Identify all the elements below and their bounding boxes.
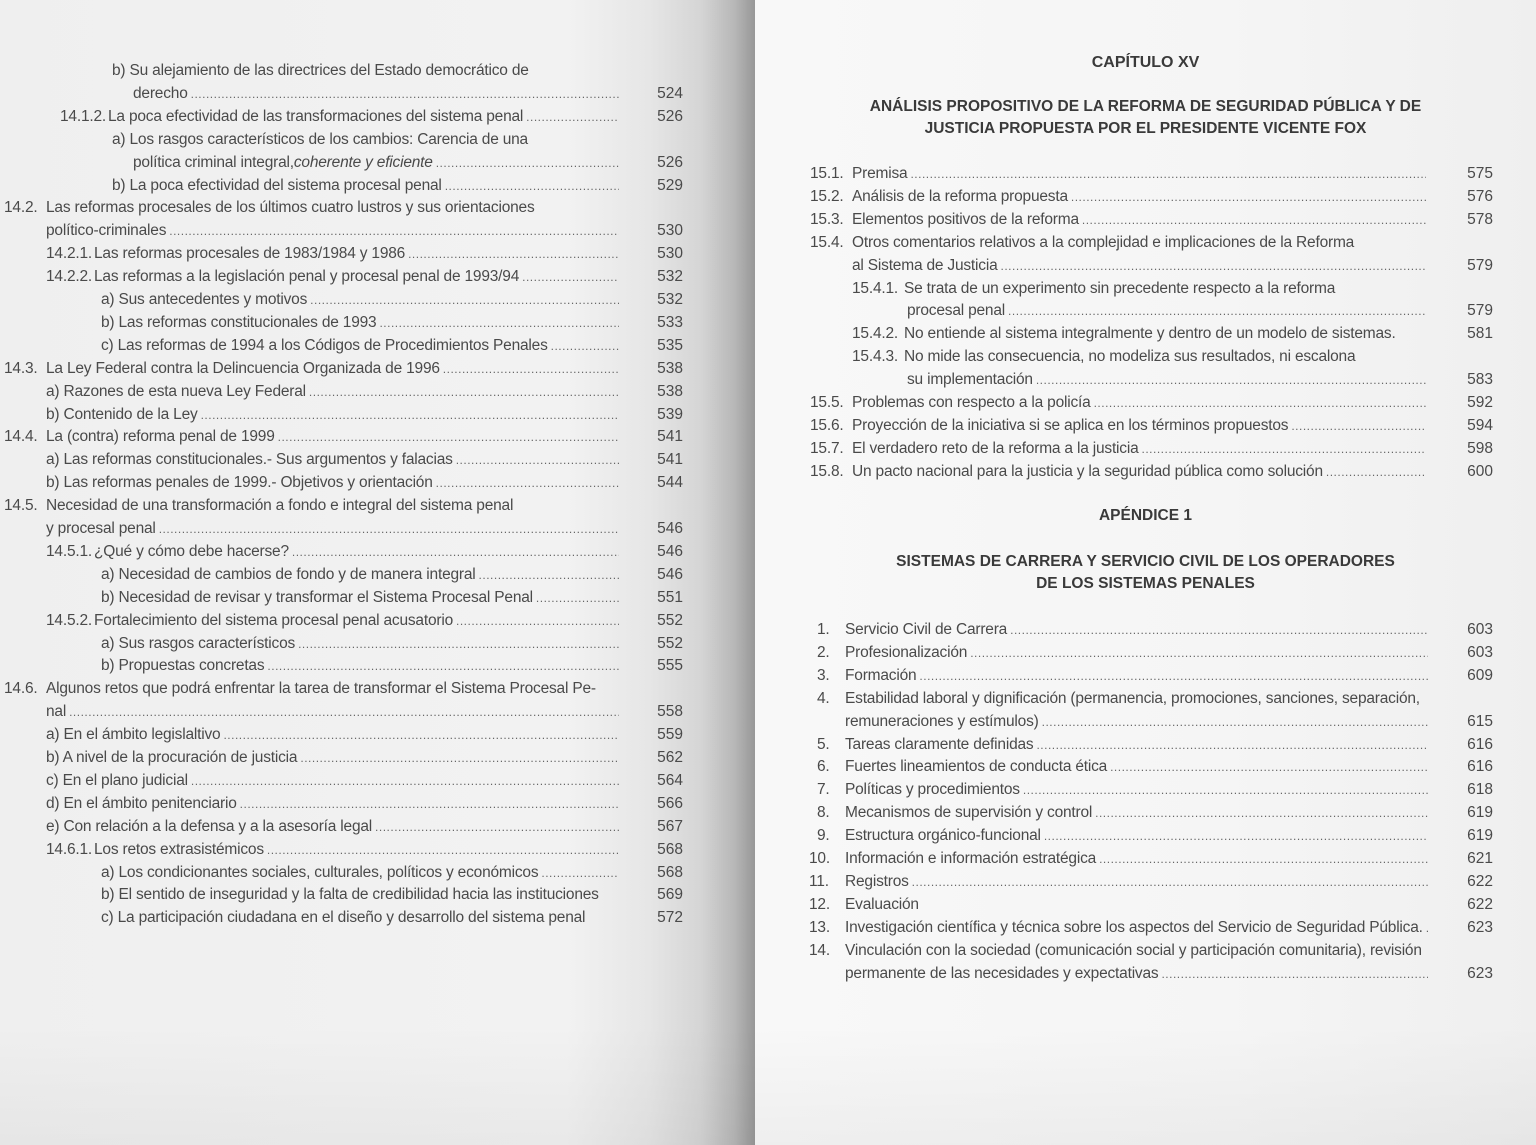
leader-dots <box>445 175 619 197</box>
toc-entry <box>46 839 622 861</box>
page-number: 552 <box>657 634 683 652</box>
entry-title: a) Necesidad de cambios de fondo y de manera integral <box>101 565 476 583</box>
toc-entry <box>817 619 1431 641</box>
leader-dots <box>278 426 619 448</box>
entry-title: a) En el ámbito legislaltivo <box>46 726 221 744</box>
entry-title: Otros comentarios relativos a la complejidad e implicaciones de la Reforma <box>852 233 1355 251</box>
entry-title: Las reformas procesales de los últimos cuatro lustros y sus orientaciones <box>46 199 535 217</box>
leader-dots <box>436 152 619 174</box>
leader-dots <box>1036 369 1426 391</box>
toc-entry <box>133 152 622 174</box>
leader-dots <box>1161 963 1428 985</box>
toc-entry <box>810 186 1429 208</box>
entry-number: 14.1.2. <box>60 107 107 125</box>
leader-dots <box>159 518 619 540</box>
page-number: 533 <box>657 313 683 331</box>
leader-dots <box>1071 186 1426 208</box>
entry-title: El verdadero reto de la reforma a la justicia <box>852 439 1139 457</box>
leader-dots <box>1010 619 1428 641</box>
leader-dots <box>408 243 619 265</box>
page-number: 530 <box>657 245 683 263</box>
entry-number: 14.5.1. <box>46 542 93 560</box>
leader-dots <box>541 862 619 884</box>
toc-entry <box>46 243 622 265</box>
entry-number: 3. <box>817 666 830 684</box>
appendix-title-line-2: DE LOS SISTEMAS PENALES <box>1036 575 1255 592</box>
entry-title: b) Propuestas concretas <box>101 657 265 675</box>
entry-number: 14.6.1. <box>46 840 93 858</box>
toc-entry <box>4 495 700 517</box>
entry-title: Las reformas procesales de 1983/1984 y 1986 <box>94 245 406 263</box>
toc-entry <box>46 747 622 769</box>
page-number: 583 <box>1467 371 1493 389</box>
page-number: 598 <box>1467 439 1493 457</box>
leader-dots <box>169 220 619 242</box>
entry-number: 12. <box>809 895 830 913</box>
entry-title: b) Su alejamiento de las directrices del Estado democrático de <box>112 62 529 79</box>
entry-title: La Ley Federal contra la Delincuencia Organizada de 1996 <box>46 359 440 377</box>
leader-dots <box>1099 848 1428 870</box>
entry-title: b) Contenido de la Ley <box>46 405 198 423</box>
toc-entry <box>46 793 622 815</box>
page-number: 541 <box>657 428 683 446</box>
leader-dots <box>1008 300 1426 322</box>
leader-dots <box>526 106 619 128</box>
leader-dots <box>379 312 619 334</box>
page-number: 552 <box>657 611 683 629</box>
entry-title: Políticas y procedimientos <box>845 781 1020 799</box>
toc-entry <box>101 907 622 929</box>
leader-dots <box>1001 255 1427 277</box>
toc-entry <box>133 83 622 105</box>
page-number: 616 <box>1467 758 1493 776</box>
toc-entry <box>101 655 622 677</box>
entry-title: Se trata de un experimento sin precedente respecto a la reforma <box>904 279 1336 297</box>
toc-entry <box>852 278 1475 300</box>
page-number: 616 <box>1467 735 1493 753</box>
entry-title: y procesal penal <box>46 520 156 537</box>
page-number: 559 <box>657 726 683 744</box>
entry-number: 2. <box>817 643 830 661</box>
entry-title: a) Los rasgos característicos de los cambios: Carencia de una <box>112 130 528 148</box>
entry-number: 8. <box>817 804 830 822</box>
entry-number: 14. <box>809 941 830 959</box>
toc-entry <box>809 848 1431 870</box>
toc-entry <box>101 335 622 357</box>
entry-title: política criminal integral, <box>133 153 294 171</box>
toc-entry <box>46 381 622 403</box>
leader-dots <box>1095 802 1428 824</box>
leader-dots <box>1082 209 1426 231</box>
page-number: 594 <box>1467 416 1493 434</box>
page-shading <box>755 1025 1536 1145</box>
toc-entry <box>101 312 622 334</box>
entry-title: Servicio Civil de Carrera <box>845 621 1008 638</box>
appendix-label: APÉNDICE 1 <box>1098 507 1193 524</box>
entry-title: nal <box>46 703 67 721</box>
entry-number: 15.3. <box>810 210 844 228</box>
leader-dots <box>1036 734 1428 756</box>
leader-dots <box>310 289 619 311</box>
entry-title: b) Necesidad de revisar y transformar el Sistema Procesal Penal <box>101 588 533 606</box>
entry-title: La (contra) reforma penal de 1999 <box>46 428 275 446</box>
toc-entry <box>101 289 622 311</box>
leader-dots <box>1326 461 1426 483</box>
page-number: 538 <box>657 382 683 400</box>
toc-entry <box>809 917 1431 939</box>
toc-entry <box>809 940 1495 962</box>
entry-title: Profesionalización <box>845 643 968 661</box>
toc-entry <box>817 756 1431 778</box>
page-number: 526 <box>657 107 683 125</box>
entry-number: 15.1. <box>810 165 844 182</box>
entry-title: a) Sus antecedentes y motivos <box>101 291 308 308</box>
toc-entry <box>4 197 700 219</box>
entry-number: 4. <box>817 689 830 707</box>
entry-title: No mide las consecuencia, no modeliza sus resultados, ni escalona <box>904 348 1356 366</box>
entry-title: b) Las reformas constitucionales de 1993 <box>101 313 377 331</box>
toc-entry <box>46 610 622 632</box>
entry-title: Información e información estratégica <box>845 850 1097 867</box>
entry-title: Las reformas a la legislación penal y procesal penal de 1993/94 <box>94 268 520 286</box>
entry-title: Estructura orgánico-funcional <box>845 827 1041 845</box>
leader-dots <box>201 404 619 426</box>
entry-number: 10. <box>809 850 830 867</box>
entry-title: Análisis de la reforma propuesta <box>852 187 1068 205</box>
entry-title: a) Sus rasgos característicos <box>101 634 296 652</box>
leader-dots <box>1023 779 1428 801</box>
entry-title-italic: coherente y eficiente <box>293 153 433 171</box>
entry-title: Evaluación <box>845 895 919 913</box>
toc-entry <box>101 862 622 884</box>
entry-number: 15.8. <box>810 462 844 480</box>
page-number: 532 <box>657 291 683 308</box>
toc-entry <box>46 472 622 494</box>
page-number: 615 <box>1467 712 1493 730</box>
toc-entry <box>101 884 622 906</box>
entry-title: c) La participación ciudadana en el diseño y desarrollo del sistema penal <box>101 909 586 927</box>
entry-title: Premisa <box>852 165 908 182</box>
entry-title: Proyección de la iniciativa si se aplica en los términos propuestos <box>852 416 1289 434</box>
entry-title: b) Las reformas penales de 1999.- Objetivos y orientación <box>46 474 433 492</box>
page-number: 544 <box>657 474 683 492</box>
entry-title: Fuertes lineamientos de conducta ética <box>845 758 1108 776</box>
page-number: 535 <box>657 336 683 354</box>
page-number: 524 <box>657 84 683 102</box>
page-number: 541 <box>657 451 683 469</box>
leader-dots <box>267 655 619 677</box>
entry-title: Formación <box>845 666 917 684</box>
toc-entry <box>852 346 1475 368</box>
page-number: 562 <box>657 749 683 766</box>
entry-number: 15.4. <box>810 233 844 251</box>
leader-dots <box>375 816 619 838</box>
leader-dots <box>1042 711 1428 733</box>
page-number: 603 <box>1467 621 1493 638</box>
entry-title: Registros <box>845 872 909 890</box>
leader-dots <box>536 587 619 609</box>
toc-entry <box>810 232 1475 254</box>
page-number: 551 <box>657 588 683 606</box>
leader-dots <box>456 449 619 471</box>
toc-entry <box>101 633 622 655</box>
leader-dots <box>267 839 619 861</box>
toc-entry <box>809 871 1431 893</box>
chapter-label: CAPÍTULO XV <box>1091 54 1200 71</box>
toc-entry <box>46 724 622 746</box>
leader-dots <box>191 83 619 105</box>
entry-title: Los retos extrasistémicos <box>94 840 264 858</box>
toc-entry <box>4 426 622 448</box>
page-number: 603 <box>1467 643 1493 661</box>
page-number: 538 <box>657 359 683 377</box>
toc-entry <box>845 963 1431 985</box>
toc-entry <box>101 564 622 586</box>
page-number: 546 <box>657 542 683 560</box>
toc-entry <box>810 163 1429 185</box>
toc-entry <box>46 701 622 723</box>
toc-entry <box>810 392 1429 414</box>
page-number: 581 <box>1467 325 1493 343</box>
page-number: 532 <box>657 268 683 286</box>
entry-number: 15.5. <box>810 394 844 411</box>
entry-number: 14.3. <box>4 359 38 377</box>
entry-title: Vinculación con la sociedad (comunicación social y participación comunitaria), revisión <box>845 941 1422 959</box>
entry-number: 14.6. <box>4 680 38 698</box>
entry-number: 9. <box>817 827 830 845</box>
page-number: 600 <box>1467 462 1493 480</box>
toc-entry <box>4 358 622 380</box>
leader-dots <box>1426 917 1428 939</box>
entry-number: 15.4.3. <box>852 348 899 366</box>
leader-dots <box>522 266 619 288</box>
entry-number: 15.7. <box>810 439 844 457</box>
toc-entry <box>810 438 1429 460</box>
entry-number: 15.6. <box>810 416 844 434</box>
entry-number: 15.4.1. <box>852 279 899 297</box>
entry-title: c) Las reformas de 1994 a los Códigos de Procedimientos Penales <box>101 336 548 354</box>
entry-title: a) Los condicionantes sociales, culturales, políticos y económicos <box>101 863 539 881</box>
leader-dots <box>1142 438 1426 460</box>
toc-entry <box>112 129 700 151</box>
toc-entry <box>817 642 1431 664</box>
entry-title: d) En el ámbito penitenciario <box>46 794 237 812</box>
entry-title: Investigación científica y técnica sobre los aspectos del Servicio de Seguridad Pública. <box>845 918 1423 936</box>
leader-dots <box>309 381 619 403</box>
entry-title: Estabilidad laboral y dignificación (permanencia, promociones, sanciones, separación, <box>845 689 1420 707</box>
entry-number: 7. <box>817 781 830 799</box>
page-number: 539 <box>657 405 683 423</box>
entry-title: No entiende al sistema integralmente y dentro de un modelo de sistemas. <box>904 325 1396 343</box>
entry-title: b) La poca efectividad del sistema procesal penal <box>112 176 442 194</box>
page-shading <box>0 1025 755 1145</box>
entry-title: e) Con relación a la defensa y a la asesoría legal <box>46 817 373 835</box>
entry-number: 11. <box>809 872 829 890</box>
toc-entry <box>817 802 1431 824</box>
leader-dots <box>443 358 619 380</box>
left-page <box>0 0 755 1145</box>
entry-title: b) El sentido de inseguridad y la falta de credibilidad hacia las instituciones <box>101 886 599 904</box>
page-number: 566 <box>657 794 683 812</box>
entry-title: derecho <box>133 84 188 102</box>
page-number: 619 <box>1467 827 1493 845</box>
toc-entry <box>46 770 622 792</box>
toc-entry <box>817 688 1495 710</box>
entry-number: 1. <box>817 621 830 638</box>
entry-title: remuneraciones y estímulos) <box>845 712 1039 730</box>
entry-title: b) A nivel de la procuración de justicia <box>46 749 298 766</box>
leader-dots <box>456 610 619 632</box>
entry-number: 14.2.2. <box>46 268 93 286</box>
toc-entry <box>46 449 622 471</box>
entry-number: 15.4.2. <box>852 325 899 343</box>
page-number: 567 <box>657 817 683 835</box>
toc-entry <box>46 220 622 242</box>
entry-title: su implementación <box>907 371 1033 389</box>
leader-dots <box>479 564 619 586</box>
entry-number: 6. <box>817 758 830 776</box>
page-number: 623 <box>1467 964 1493 982</box>
chapter-title-line-2: JUSTICIA PROPUESTA POR EL PRESIDENTE VICENTE FOX <box>924 120 1367 137</box>
toc-entry <box>907 369 1429 391</box>
entry-number: 14.2. <box>4 199 38 217</box>
toc-entry <box>101 587 622 609</box>
page-number: 618 <box>1467 781 1493 799</box>
page-number: 530 <box>657 222 683 240</box>
page-number: 568 <box>657 863 683 881</box>
right-page <box>755 0 1536 1145</box>
page-number: 555 <box>657 657 683 675</box>
page-number: 576 <box>1467 187 1493 205</box>
toc-entry <box>46 541 622 563</box>
toc-entry <box>845 711 1431 733</box>
leader-dots <box>292 541 619 563</box>
toc-entry <box>4 678 700 700</box>
toc-entry <box>817 734 1431 756</box>
entry-title: ¿Qué y cómo debe hacerse? <box>94 542 289 560</box>
entry-title: Mecanismos de supervisión y control <box>845 804 1093 822</box>
entry-title: a) Razones de esta nueva Ley Federal <box>46 382 306 400</box>
toc-entry <box>852 323 1429 345</box>
page-number: 526 <box>657 153 683 171</box>
page-number: 578 <box>1467 210 1493 228</box>
leader-dots <box>69 701 619 723</box>
page-number: 579 <box>1467 256 1493 274</box>
page-number: 619 <box>1467 804 1493 822</box>
leader-dots <box>191 770 619 792</box>
entry-title: político-criminales <box>46 222 167 240</box>
entry-number: 14.2.1. <box>46 245 93 263</box>
book-gutter <box>700 0 758 1145</box>
toc-entry <box>46 816 622 838</box>
entry-title: Elementos positivos de la reforma <box>852 210 1079 228</box>
toc-entry <box>810 415 1429 437</box>
toc-entry <box>852 255 1429 277</box>
page-number: 546 <box>657 565 683 583</box>
toc-entry <box>817 779 1431 801</box>
leader-dots <box>1094 392 1426 414</box>
toc-entry <box>810 461 1429 483</box>
leader-dots <box>1044 825 1428 847</box>
leader-dots <box>912 871 1428 893</box>
entry-title: al Sistema de Justicia <box>852 256 998 274</box>
toc-entry <box>46 266 622 288</box>
entry-title: Tareas claramente definidas <box>845 735 1034 753</box>
chapter-title-line-1: ANÁLISIS PROPOSITIVO DE LA REFORMA DE SEGURIDAD PÚBLICA Y DE <box>869 98 1422 115</box>
entry-title: permanente de las necesidades y expectativas <box>845 964 1159 982</box>
leader-dots <box>298 633 619 655</box>
leader-dots <box>551 335 619 357</box>
leader-dots <box>223 724 619 746</box>
toc-entry <box>907 300 1429 322</box>
entry-title: procesal penal <box>907 302 1006 320</box>
page-number: 568 <box>657 840 683 858</box>
toc-entry <box>810 209 1429 231</box>
entry-title: Fortalecimiento del sistema procesal penal acusatorio <box>94 611 454 629</box>
entry-number: 14.5. <box>4 497 38 515</box>
leader-dots <box>436 472 619 494</box>
toc-entry <box>809 894 1431 916</box>
entry-number: 14.5.2. <box>46 611 93 629</box>
leader-dots <box>1110 756 1428 778</box>
entry-number: 13. <box>809 918 830 936</box>
entry-title: c) En el plano judicial <box>46 771 188 789</box>
page-number: 546 <box>657 520 683 537</box>
leader-dots <box>1291 415 1426 437</box>
page-number: 529 <box>657 176 683 194</box>
page-number: 575 <box>1467 165 1493 182</box>
entry-title: a) Las reformas constitucionales.- Sus argumentos y falacias <box>46 451 453 469</box>
toc-entry <box>60 106 622 128</box>
page-number: 592 <box>1467 394 1493 411</box>
leader-dots <box>240 793 619 815</box>
leader-dots <box>910 163 1426 185</box>
entry-number: 15.2. <box>810 187 844 205</box>
page-number: 623 <box>1467 918 1493 936</box>
leader-dots <box>919 665 1428 687</box>
entry-number: 14.4. <box>4 428 38 446</box>
page-number: 572 <box>657 909 683 927</box>
entry-title: Algunos retos que podrá enfrentar la tarea de transformar el Sistema Procesal Pe- <box>46 680 596 698</box>
toc-entry <box>46 518 622 540</box>
appendix-title-line-1: SISTEMAS DE CARRERA Y SERVICIO CIVIL DE LOS OPERADORES <box>896 553 1395 570</box>
entry-title: Un pacto nacional para la justicia y la seguridad pública como solución <box>852 462 1323 480</box>
page-number: 621 <box>1467 850 1493 867</box>
page-number: 609 <box>1467 666 1493 684</box>
toc-entry <box>46 404 622 426</box>
entry-title: Necesidad de una transformación a fondo e integral del sistema penal <box>46 497 514 515</box>
page-number: 564 <box>657 771 683 789</box>
toc-entry <box>112 60 700 82</box>
page-number: 569 <box>657 886 683 904</box>
page-number: 579 <box>1467 302 1493 320</box>
toc-entry <box>817 825 1431 847</box>
entry-title: La poca efectividad de las transformaciones del sistema penal <box>108 107 524 125</box>
page-number: 622 <box>1467 872 1493 890</box>
entry-title: Problemas con respecto a la policía <box>852 394 1091 411</box>
leader-dots <box>300 747 619 769</box>
page-number: 558 <box>657 703 683 721</box>
toc-entry <box>817 665 1431 687</box>
toc-entry <box>112 175 622 197</box>
page-number: 622 <box>1467 895 1493 913</box>
leader-dots <box>970 642 1428 664</box>
entry-number: 5. <box>817 735 830 753</box>
